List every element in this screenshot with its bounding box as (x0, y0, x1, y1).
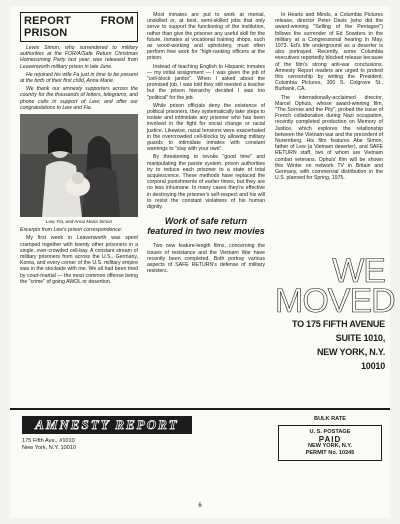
new-address-line-1: TO 175 FIFTH AVENUE (291, 319, 385, 329)
masthead-title: AMNESTY REPORT (35, 417, 179, 432)
return-address-line-1: 175 Fifth Ave., #1010 (22, 438, 75, 444)
family-photo (20, 114, 138, 217)
article-heading: REPORT FROM PRISON (24, 15, 134, 39)
movies-subheading: Work of safe return featured in two new movies (147, 216, 265, 236)
we-moved-line-2: MOVED (275, 282, 395, 320)
body-paragraph-4: By threatening to revoke "good time" and manipulating the parole system, prison authorities try to reduce each prisoner to a state of total acquiescence. These methods have replaced the corporal punishments of earlier times, but they are no less inhumane. In many cases they're effective in destroying the prisoner's self-respect and his will to resist the constant violations of his human dignity. (147, 154, 265, 211)
excerpt-label: Excerpts from Lew's prison correspondence: (20, 227, 123, 234)
intro-paragraph-1: Lewis Simon, who surrendered to military authorities at the FOR/A/Safe Return Christmas Homecoming Party last year, was released from Leavenworth military prison in late June. (20, 45, 138, 70)
new-address-line-4: 10010 (360, 361, 385, 371)
postage-indicia (278, 416, 382, 472)
postage-paid: PAID (318, 435, 342, 444)
return-address (22, 438, 76, 452)
column-3 (275, 12, 383, 183)
masthead-logo (22, 416, 192, 434)
ophuls-paragraph: The internationally-acclaimed director, Marcel Ophuls, whose award-winning film, "The Sorrow and the Pity", probed the issue of French collaboration during Nazi occupation, recently completed production on Memory of Justice, which explores the relationship between the Vietnam war and the precedent of Nuremberg. His film features Abe Simon, father of Lew (a Vietnam deserter), and SAFE RETURN staff, two of whom are Vietnam combat veterans. Ophuls' film will be shown this Winter on network TV in Britain and Germany, with commercial distribution in the U.S. planned for Spring, 1975. (275, 94, 383, 182)
heading-box (20, 12, 138, 42)
column-2 (147, 12, 265, 276)
postage-permit: PERMIT No. 10245 (305, 450, 355, 456)
bulk-rate-label: BULK RATE (314, 416, 346, 422)
intro-paragraph-2: He rejoined his wife Fa just in time to be present at the birth of their first child, Anna Marie. (20, 71, 138, 85)
photo-caption: Lew, Fia, and Anna Maria Simon (45, 219, 113, 225)
movies-paragraph: Two new feature-length films, concerning the issues of resistance and the Vietnam War have recently been completed. Both portray various aspects of SAFE RETURN's defense of military resisters. (147, 243, 265, 275)
postage-line-1: U. S. POSTAGE (309, 429, 351, 435)
we-moved-line-1: WE (332, 252, 385, 290)
hearts-minds-paragraph: In Hearts and Minds, a Columbia Pictures release, director Peter Davis (who did the award-winning "Selling of the Pentagon") follows the surrender of Ed Sowders to the military at a Congressional hearing in May, 1973. Ed's life underground as a deserter is also portrayed. Recently, some Columbia executives reportedly blocked release because of the film's strong anti-war conclusions. Amnesty Report readers are urged to protest this censorship by writing the President, Columbia Pictures, 300 S. Colgrove St., Burbank, CA. (275, 12, 383, 93)
excerpt-paragraph: My first week in Leavenworth was spent cramped together with twenty other prisoners in a single, over-crowded cell-bay. A constant stream of military prisoners from across the U.S., Germany, Korea, and every corner of the U.S. military empire was in the stockade with me. We all had been tried by court-martial — the most common offense being the "crime" of going AWOL or desertion. (20, 235, 138, 285)
body-paragraph-1: Most inmates are put to work at menial, unskilled or, at best, semi-skilled jobs that only serve to support the functioning of the institution, rather than give the prisoner any useful skill for the future. Inmates at vocational training shops, such as wood-working and upholstery, must often perform free work for "high-ranking officers at the prison. (147, 12, 265, 62)
postage-line-3: NEW YORK, N.Y. (307, 443, 353, 449)
page-number: 6 (198, 503, 202, 509)
intro-paragraph-3: We thank our amnesty supporters across the country for the thousands of letters, telegrams, and phone calls in support of Lew; and offer our congratulations to Lew and Fia. (20, 86, 138, 111)
newsletter-page (10, 6, 395, 518)
column-1 (20, 12, 138, 287)
new-address-line-2: SUITE 1010, (335, 333, 385, 343)
we-moved-notice (275, 252, 395, 372)
return-address-line-2: New York, N.Y. 10010 (22, 445, 77, 451)
footer-divider (10, 408, 390, 410)
body-paragraph-2: Instead of teaching English to Hispanic inmates — my initial assignment — I was given the job of "cell-block janitor". When I asked about the promised job, I was told they still needed a teacher but the prison hierarchy decided I was too "political" for the job. (147, 63, 265, 101)
postage-box (278, 425, 382, 461)
body-paragraph-3: While prison officials deny the existence of political prisoners, they systematically take steps to isolate and intimidate any prisoner who has been involved in the fight for social change or racial justice. Likewise, racial tensions were exacerbated in the overcrowded cell-blocks by allowing military guards to intimidate inmates with constant warnings to "stay with your own". (147, 102, 265, 153)
new-address-line-3: NEW YORK, N.Y. (316, 347, 385, 357)
